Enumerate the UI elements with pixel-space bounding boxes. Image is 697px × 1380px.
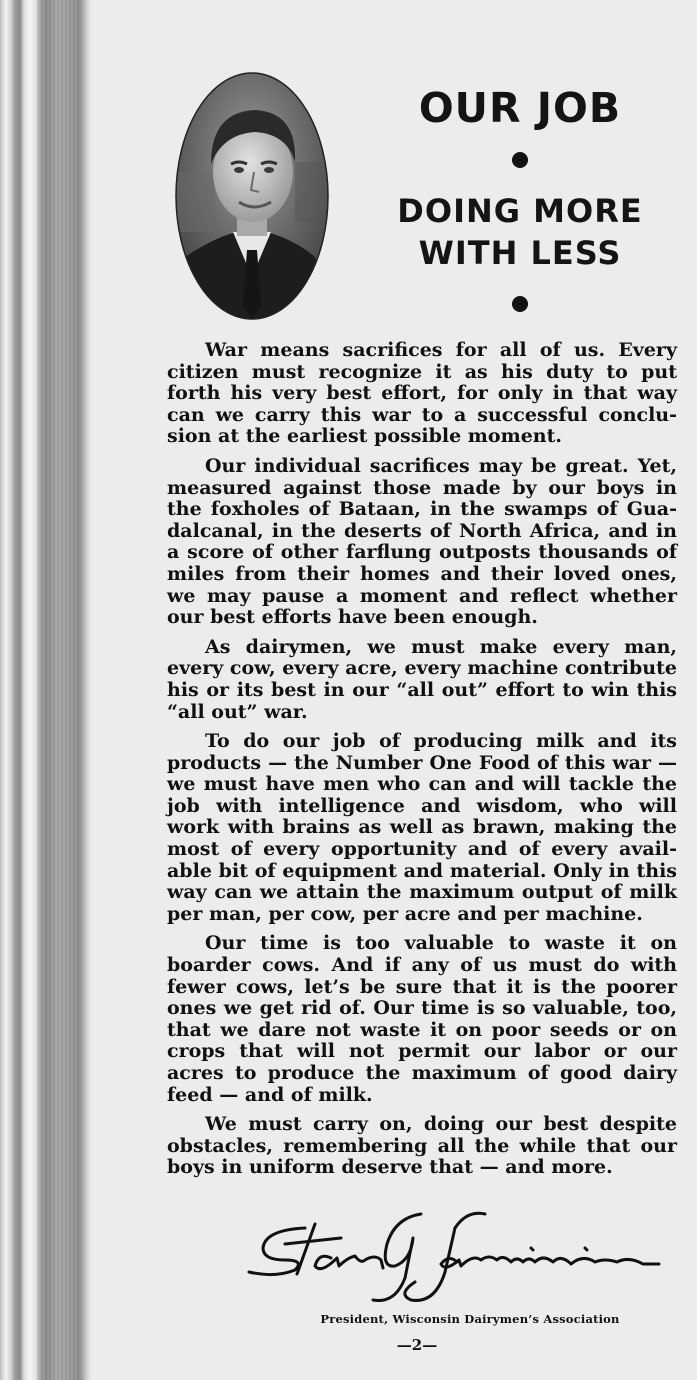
- page-title: OUR JOB: [418, 84, 622, 132]
- page-number: —2—: [396, 1336, 438, 1354]
- paragraph: To do our job of producing milk and its products — the Number One Food of this war — we must have men who can and will tackle the job with intelligence and wisdom, who will work with brains as well as brawn, making the most of every opportunity and of every available bit of equipment and material. Only in this way can we attain the maximum output of milk per man, per cow, per acre and per machine.: [167, 730, 677, 925]
- bullet-dot: [512, 296, 528, 312]
- title-block: [360, 78, 680, 274]
- signature: [245, 1208, 665, 1308]
- paragraph: Our individual sacrifices may be great. Yet, measured against those made by our boys in the foxholes of Bataan, in the swamps of Guadalcanal, in the deserts of North Africa, and in a score of other farflung outposts thousands of miles from their homes and their loved ones, we may pause a moment and reflect whether our best efforts have been enough.: [167, 454, 677, 629]
- binding-grain: [38, 0, 82, 1380]
- signature-title: President, Wisconsin Dairymen’s Association: [320, 1312, 620, 1326]
- subtitle-line-1: DOING MORE: [397, 192, 643, 230]
- paragraph: War means sacrifices for all of us. Every citizen must recognize it as his duty to put forth his very best effort, for only in that way can we carry this war to a successful conclusion at the earliest possible moment.: [167, 339, 677, 448]
- paragraph: We must carry on, doing our best despite obstacles, remembering all the while that our boys in uniform deserve that — and more.: [167, 1113, 677, 1179]
- paragraph: As dairymen, we must make every man, every cow, every acre, every machine contribute his or its best in our “all out” effort to win this “all out” war.: [167, 635, 677, 723]
- paragraph: Our time is too valuable to waste it on boarder cows. And if any of us must do with fewer cows, let’s be sure that it is the poorer ones we get rid of. Our time is so valuable, too, that we dare not waste it on poor seeds or on crops that will not permit our labor or our acres to produce the maximum of good dairy feed — and of milk.: [167, 932, 677, 1106]
- portrait-photo: [175, 72, 329, 320]
- subtitle-line-2: WITH LESS: [418, 234, 622, 272]
- body-text: [167, 340, 677, 1187]
- bullet-dot: [512, 152, 528, 168]
